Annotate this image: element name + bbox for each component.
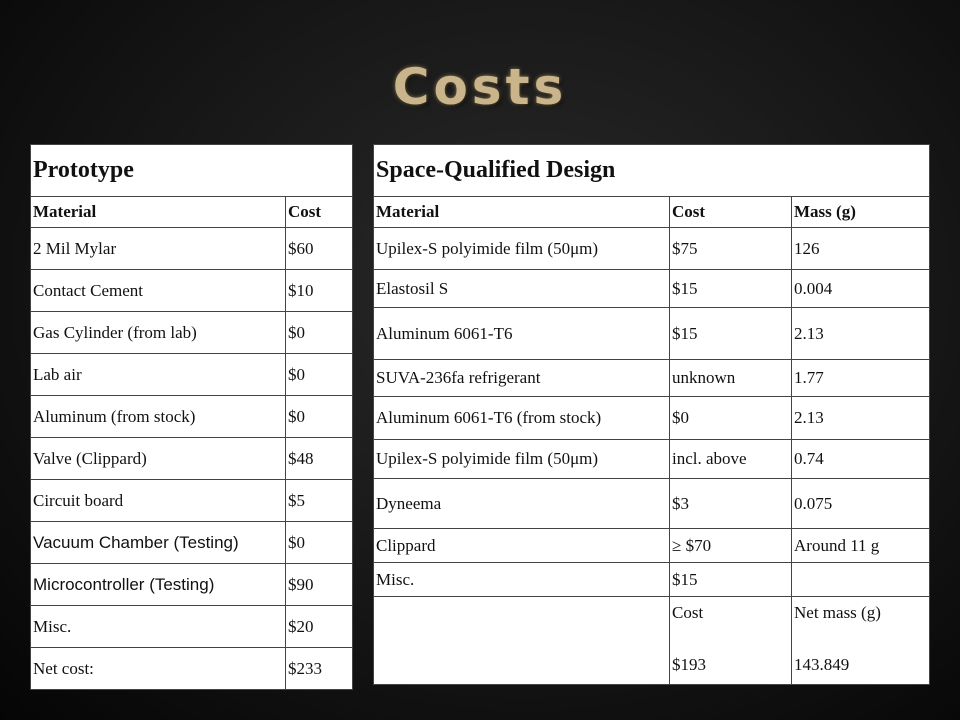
prototype-cost-table [30, 144, 353, 690]
totals-row [374, 597, 930, 685]
table-row [374, 529, 930, 563]
cost-cell: $3 [670, 479, 792, 529]
mass-cell: 2.13 [792, 308, 930, 360]
net-cost-label: Net cost: [31, 648, 286, 690]
material-cell: Microcontroller (Testing) [31, 564, 286, 606]
table-row [31, 396, 353, 438]
cost-cell: $15 [670, 563, 792, 597]
column-header-material: Material [31, 197, 286, 228]
cost-cell: $0 [286, 396, 353, 438]
cost-cell: $15 [670, 308, 792, 360]
material-cell: Aluminum (from stock) [31, 396, 286, 438]
net-mass-label: Net mass (g) [794, 603, 881, 622]
total-mass-cell [792, 597, 930, 685]
material-cell: Lab air [31, 354, 286, 396]
table-row [31, 606, 353, 648]
table-row [374, 270, 930, 308]
material-cell: Dyneema [374, 479, 670, 529]
material-cell: 2 Mil Mylar [31, 228, 286, 270]
cost-cell: $0 [286, 354, 353, 396]
net-mass-value: 143.849 [794, 655, 850, 674]
cost-cell: $0 [286, 522, 353, 564]
material-cell: Valve (Clippard) [31, 438, 286, 480]
cost-cell: $20 [286, 606, 353, 648]
table-row [31, 270, 353, 312]
material-cell: Circuit board [31, 480, 286, 522]
material-cell: Gas Cylinder (from lab) [31, 312, 286, 354]
table-row [374, 360, 930, 397]
table-row [31, 354, 353, 396]
mass-cell: 126 [792, 228, 930, 270]
table-row [374, 308, 930, 360]
material-cell: Contact Cement [31, 270, 286, 312]
total-cost-cell [670, 597, 792, 685]
table-row [374, 479, 930, 529]
table-row [31, 228, 353, 270]
cost-cell: $75 [670, 228, 792, 270]
material-cell: Misc. [31, 606, 286, 648]
material-cell: Clippard [374, 529, 670, 563]
cost-cell: ≥ $70 [670, 529, 792, 563]
material-cell: Upilex-S polyimide film (50μm) [374, 440, 670, 479]
table-row [374, 228, 930, 270]
material-cell: Misc. [374, 563, 670, 597]
mass-cell [792, 563, 930, 597]
mass-cell: 0.075 [792, 479, 930, 529]
table-row [31, 564, 353, 606]
mass-cell: 0.004 [792, 270, 930, 308]
total-row [31, 648, 353, 690]
column-header-cost: Cost [670, 197, 792, 228]
column-header-material: Material [374, 197, 670, 228]
empty-cell [374, 597, 670, 685]
column-header-mass: Mass (g) [792, 197, 930, 228]
cost-cell: $60 [286, 228, 353, 270]
material-cell: Elastosil S [374, 270, 670, 308]
table-row [31, 438, 353, 480]
table-row [374, 563, 930, 597]
slide-title: Costs [392, 58, 568, 116]
prototype-table-heading: Prototype [31, 145, 353, 197]
total-cost-label: Cost [672, 603, 704, 622]
cost-cell: incl. above [670, 440, 792, 479]
table-row [31, 312, 353, 354]
material-cell: Aluminum 6061-T6 [374, 308, 670, 360]
mass-cell: 2.13 [792, 397, 930, 440]
space-qualified-cost-table [373, 144, 930, 685]
cost-cell: $48 [286, 438, 353, 480]
material-cell: Aluminum 6061-T6 (from stock) [374, 397, 670, 440]
cost-cell: $15 [670, 270, 792, 308]
material-cell: Vacuum Chamber (Testing) [31, 522, 286, 564]
net-cost-value: $233 [286, 648, 353, 690]
mass-cell: Around 11 g [792, 529, 930, 563]
column-header-cost: Cost [286, 197, 353, 228]
table-row [374, 440, 930, 479]
mass-cell: 1.77 [792, 360, 930, 397]
material-cell: SUVA-236fa refrigerant [374, 360, 670, 397]
cost-cell: $90 [286, 564, 353, 606]
cost-cell: $0 [286, 312, 353, 354]
cost-cell: unknown [670, 360, 792, 397]
mass-cell: 0.74 [792, 440, 930, 479]
cost-cell: $5 [286, 480, 353, 522]
table-row [31, 480, 353, 522]
total-cost-value: $193 [672, 655, 706, 674]
table-row [374, 397, 930, 440]
cost-cell: $0 [670, 397, 792, 440]
space-table-heading: Space-Qualified Design [374, 145, 930, 197]
table-row [31, 522, 353, 564]
material-cell: Upilex-S polyimide film (50μm) [374, 228, 670, 270]
cost-cell: $10 [286, 270, 353, 312]
